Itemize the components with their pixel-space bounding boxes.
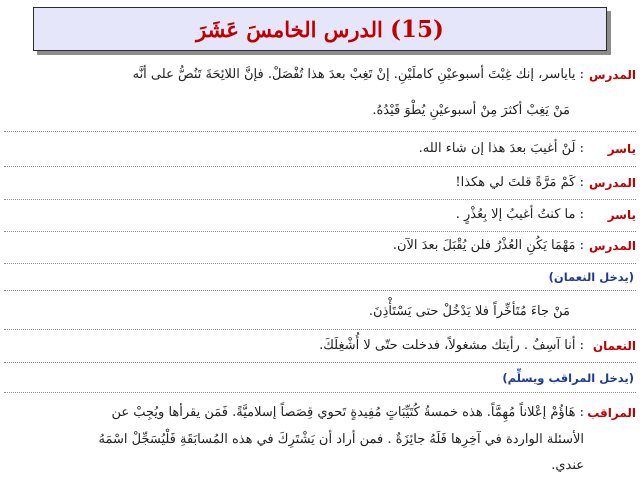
divider [4,199,636,200]
dialogue-line: : ياياسر، إنك غِبْتَ أسبوعيْنِ كاملَيْنِ. إنْ تَغِبْ بعدَ هذا تُفْصَلْ. فإنَّ اللائِحَةَ تَنُصُّ على أنَّه [132,67,584,82]
dialogue-line: مَنْ جاءَ مُتَأخِّراً فلا يَدْخُلْ حتى يَسْتَأْذِنَ. [368,304,570,319]
divider [4,290,636,291]
lesson-number: (15) [390,15,444,43]
dialogue-line: : أنا آسِفٌ . رأيتك مشغولاً، فدخلت حتّى لا أُشْغِلَكَ. [319,338,584,353]
speaker-teacher: المدرس [588,239,636,253]
speaker-teacher: المدرس [588,68,636,82]
dialogue-line: : ما كنتُ أغيبُ إلا بِعُذْرٍ . [455,207,584,222]
dialogue-line: : كَمْ مَرَّةً قلتَ لي هكذا! [455,175,584,190]
lesson-title [196,16,444,43]
dialogue-line: عندي. [551,458,584,473]
dialogue-line: : هَاؤُمْ إعْلاناً مُهِمَّاً. هذه خمسةُ كُتَيِّبَاتٍ مُفِيدةٍ تَحوي قِصَصاً إسلاميَّةً. فَمَن يقرأها ويُجِبْ عن [111,405,584,420]
speaker-yasser: ياسر [607,208,636,222]
divider [4,362,636,363]
speaker-numan: النعمان [592,339,636,353]
speaker-observer: المراقب [587,406,636,420]
lesson-title-text: الدرس الخامسَ عَشَرَ [196,16,383,42]
divider [4,131,636,132]
stage-direction: (يدخل المراقب ويسلِّم) [502,371,634,385]
divider [4,263,636,264]
speaker-teacher: المدرس [588,176,636,190]
dialogue-line: : لَنْ أغيبَ بعدَ هذا إن شاء الله. [418,141,584,156]
divider [4,166,636,167]
speaker-yasser: ياسر [607,142,636,156]
divider [4,329,636,330]
divider [4,392,636,393]
stage-direction: (يدخل النعمان) [548,270,634,284]
lesson-title-box [33,7,607,51]
dialogue-line: : مَهْمَا يَكُنِ العُذْرُ فلن يُقْبَلَ بعدَ الآن. [392,238,584,253]
dialogue-line: مَنْ يَغِبْ أكثرَ مِنْ أسبوعيْنِ يُطْوَ قَيْدُهُ. [372,103,570,118]
divider [4,231,636,232]
dialogue-line: الأسئلة الواردة في آخِرِها فَلَهُ جائِزَةٌ . فمن أراد أن يَشْتَرِكَ في هذه المُسابَقَةِ فَلْيُسَجِّلْ اسْمَهُ [98,432,584,447]
